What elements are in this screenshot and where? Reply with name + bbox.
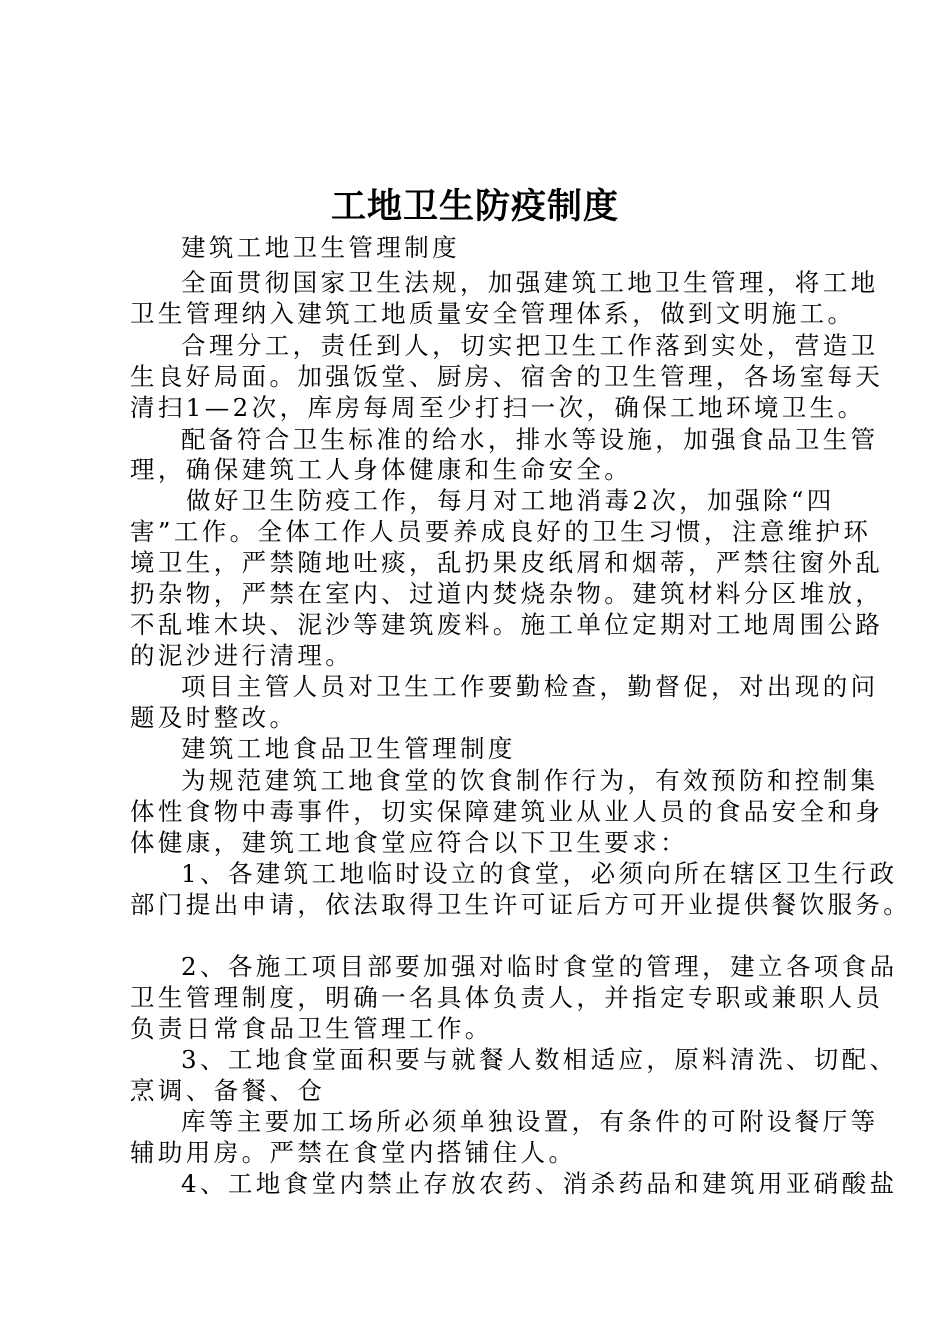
paragraph-line: 体性食物中毒事件，切实保障建筑业从业人员的食品安全和身 [130, 797, 884, 826]
paragraph-line: 生良好局面。加强饭堂、厨房、宿舍的卫生管理，各场室每天 [130, 362, 884, 391]
section-heading: 建筑工地卫生管理制度 [181, 233, 460, 262]
paragraph-line: 境卫生，严禁随地吐痰，乱扔果皮纸屑和烟蒂，严禁往窗外乱 [130, 548, 884, 577]
document-title: 工地卫生防疫制度 [330, 186, 619, 227]
paragraph-line: 负责日常食品卫生管理工作。 [130, 1014, 493, 1043]
paragraph-line: 做好卫生防疫工作，每月对工地消毒2次，加强除“四 [186, 486, 835, 515]
paragraph-line: 卫生管理制度，明确一名具体负责人，并指定专职或兼职人员 [130, 983, 884, 1012]
paragraph-line: 清扫1—2次，库房每周至少打扫一次，确保工地环境卫生。 [130, 393, 866, 422]
section-heading: 建筑工地食品卫生管理制度 [181, 734, 516, 763]
paragraph-line: 配备符合卫生标准的给水，排水等设施，加强食品卫生管 [181, 425, 879, 454]
paragraph-line: 4、工地食堂内禁止存放农药、消杀药品和建筑用亚硝酸盐 [181, 1169, 898, 1198]
paragraph-line: 的泥沙进行清理。 [130, 641, 354, 670]
paragraph-line: 理，确保建筑工人身体健康和生命安全。 [130, 455, 633, 484]
paragraph-line: 1、各建筑工地临时设立的食堂，必须向所在辖区卫生行政 [181, 859, 898, 888]
paragraph-line: 扔杂物，严禁在室内、过道内焚烧杂物。建筑材料分区堆放， [130, 579, 884, 608]
paragraph-line: 体健康，建筑工地食堂应符合以下卫生要求： [130, 828, 688, 857]
paragraph-line: 不乱堆木块、泥沙等建筑废料。施工单位定期对工地周围公路 [130, 610, 884, 639]
paragraph-line: 辅助用房。严禁在食堂内搭铺住人。 [130, 1138, 577, 1167]
paragraph-line: 卫生管理纳入建筑工地质量安全管理体系，做到文明施工。 [130, 299, 856, 328]
paragraph-line: 害”工作。全体工作人员要养成良好的卫生习惯，注意维护环 [130, 517, 872, 546]
paragraph-line: 部门提出申请，依法取得卫生许可证后方可开业提供餐饮服务。 [130, 890, 912, 919]
paragraph-line: 题及时整改。 [130, 703, 298, 732]
paragraph-line: 3、工地食堂面积要与就餐人数相适应，原料清洗、切配、 [181, 1045, 898, 1074]
paragraph-line: 项目主管人员对卫生工作要勤检查，勤督促，对出现的问 [181, 672, 879, 701]
paragraph-line: 库等主要加工场所必须单独设置，有条件的可附设餐厅等 [181, 1107, 879, 1136]
paragraph-line: 2、各施工项目部要加强对临时食堂的管理，建立各项食品 [181, 952, 898, 981]
paragraph-line: 合理分工，责任到人，切实把卫生工作落到实处，营造卫 [181, 331, 879, 360]
paragraph-line: 烹调、备餐、仓 [130, 1076, 326, 1105]
paragraph-line: 全面贯彻国家卫生法规，加强建筑工地卫生管理，将工地 [181, 268, 879, 297]
paragraph-line: 为规范建筑工地食堂的饮食制作行为，有效预防和控制集 [181, 766, 879, 795]
